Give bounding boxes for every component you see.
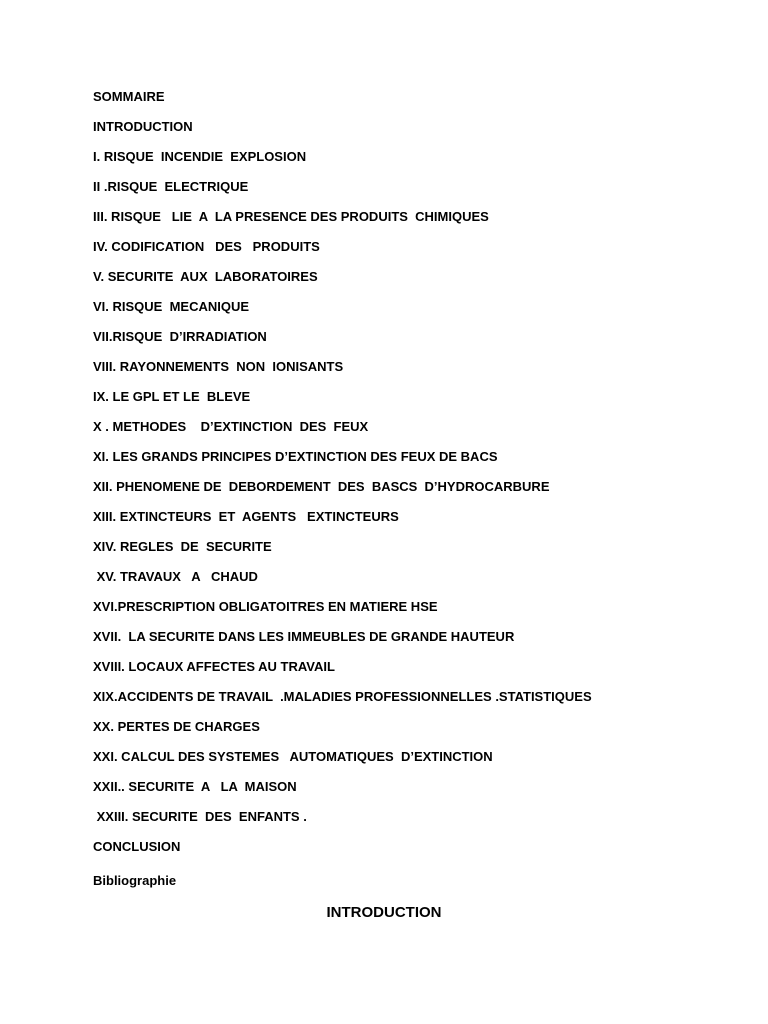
toc-item-18: XVIII. LOCAUX AFFECTES AU TRAVAIL [93, 659, 335, 674]
toc-item-23: XXIII. SECURITE DES ENFANTS . [93, 809, 307, 824]
toc-item-11: XI. LES GRANDS PRINCIPES D’EXTINCTION DES FEUX DE BACS [93, 449, 498, 464]
section-heading-introduction: INTRODUCTION [326, 904, 442, 921]
toc-item-8: VIII. RAYONNEMENTS NON IONISANTS [93, 359, 344, 374]
toc-item-14: XIV. REGLES DE SECURITE [93, 539, 272, 554]
toc-item-21: XXI. CALCUL DES SYSTEMES AUTOMATIQUES D’EXTINCTION [93, 749, 493, 764]
toc-item-bibliographie: Bibliographie [93, 873, 177, 888]
toc-item-15: XV. TRAVAUX A CHAUD [93, 569, 258, 584]
toc-item-2: II .RISQUE ELECTRIQUE [93, 179, 249, 194]
toc-item-6: VI. RISQUE MECANIQUE [93, 299, 250, 314]
toc-item-5: V. SECURITE AUX LABORATOIRES [93, 269, 318, 284]
toc-item-16: XVI.PRESCRIPTION OBLIGATOITRES EN MATIERE HSE [93, 599, 438, 614]
toc-item-7: VII.RISQUE D’IRRADIATION [93, 329, 267, 344]
toc-item-22: XXII.. SECURITE A LA MAISON [93, 779, 297, 794]
toc-item-4: IV. CODIFICATION DES PRODUITS [93, 239, 320, 254]
toc-item-19: XIX.ACCIDENTS DE TRAVAIL .MALADIES PROFESSIONNELLES .STATISTIQUES [93, 689, 592, 704]
toc-item-introduction: INTRODUCTION [93, 119, 193, 134]
toc-item-3: III. RISQUE LIE A LA PRESENCE DES PRODUITS CHIMIQUES [93, 209, 489, 224]
toc-item-12: XII. PHENOMENE DE DEBORDEMENT DES BASCS D’HYDROCARBURE [93, 479, 550, 494]
table-of-contents [93, 87, 733, 901]
toc-item-conclusion: CONCLUSION [93, 839, 181, 854]
toc-item-20: XX. PERTES DE CHARGES [93, 719, 260, 734]
toc-item-17: XVII. LA SECURITE DANS LES IMMEUBLES DE GRANDE HAUTEUR [93, 629, 515, 644]
toc-item-13: XIII. EXTINCTEURS ET AGENTS EXTINCTEURS [93, 509, 399, 524]
toc-item-1: I. RISQUE INCENDIE EXPLOSION [93, 149, 307, 164]
toc-heading: SOMMAIRE [93, 89, 165, 104]
toc-item-9: IX. LE GPL ET LE BLEVE [93, 389, 251, 404]
toc-item-10: X . METHODES D’EXTINCTION DES FEUX [93, 419, 369, 434]
